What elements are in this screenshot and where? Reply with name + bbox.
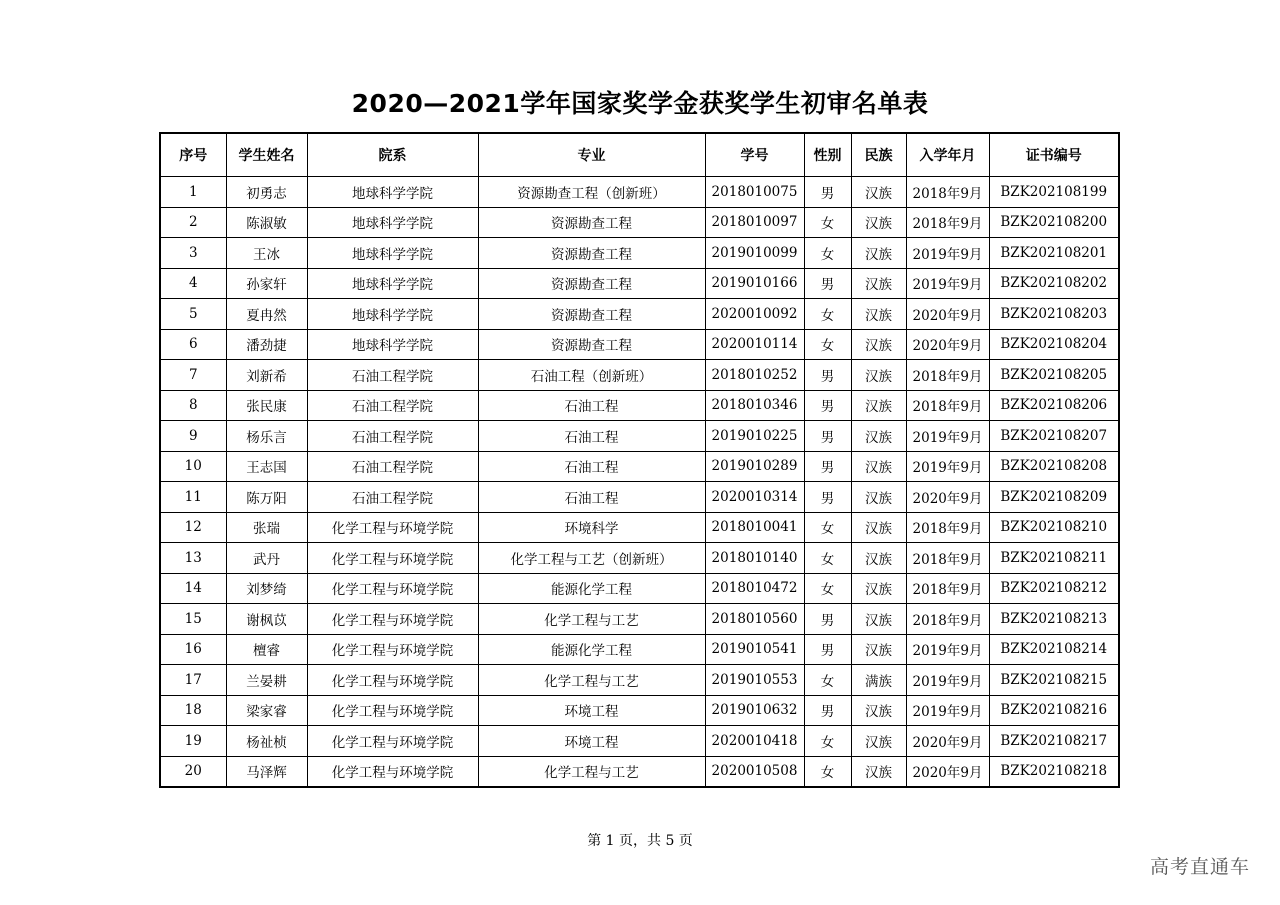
- cell-department: 化学工程与环境学院: [307, 512, 478, 543]
- cell-student-id: 2019010632: [705, 695, 804, 726]
- header-row: [160, 133, 1119, 177]
- cell-index: 4: [160, 268, 226, 299]
- cell-department: 化学工程与环境学院: [307, 543, 478, 574]
- cell-ethnicity: 满族: [851, 665, 906, 696]
- cell-student-name: 檀睿: [226, 634, 307, 665]
- page-title: 2020—2021学年国家奖学金获奖学生初审名单表: [351, 89, 929, 118]
- cell-department: 化学工程与环境学院: [307, 634, 478, 665]
- cell-certificate-number: BZK202108207: [989, 421, 1119, 452]
- cell-certificate-number: BZK202108209: [989, 482, 1119, 513]
- cell-gender: 女: [804, 207, 851, 238]
- cell-index: 2: [160, 207, 226, 238]
- cell-ethnicity: 汉族: [851, 695, 906, 726]
- cell-certificate-number: BZK202108210: [989, 512, 1119, 543]
- cell-major: 资源勘查工程: [478, 207, 705, 238]
- cell-index: 3: [160, 238, 226, 269]
- cell-student-name: 兰晏耕: [226, 665, 307, 696]
- cell-student-name: 杨祉桢: [226, 726, 307, 757]
- cell-department: 地球科学学院: [307, 299, 478, 330]
- header-student-name: 学生姓名: [226, 133, 307, 177]
- cell-index: 11: [160, 482, 226, 513]
- cell-enrollment-date: 2019年9月: [906, 421, 989, 452]
- cell-index: 13: [160, 543, 226, 574]
- cell-ethnicity: 汉族: [851, 573, 906, 604]
- header-certificate-number: 证书编号: [989, 133, 1119, 177]
- cell-gender: 女: [804, 726, 851, 757]
- cell-ethnicity: 汉族: [851, 756, 906, 787]
- cell-enrollment-date: 2018年9月: [906, 573, 989, 604]
- cell-gender: 女: [804, 329, 851, 360]
- cell-certificate-number: BZK202108216: [989, 695, 1119, 726]
- cell-department: 地球科学学院: [307, 238, 478, 269]
- cell-student-id: 2019010166: [705, 268, 804, 299]
- cell-student-name: 初勇志: [226, 177, 307, 208]
- cell-department: 地球科学学院: [307, 268, 478, 299]
- cell-certificate-number: BZK202108211: [989, 543, 1119, 574]
- cell-student-name: 梁家睿: [226, 695, 307, 726]
- cell-student-name: 潘劲捷: [226, 329, 307, 360]
- cell-enrollment-date: 2019年9月: [906, 451, 989, 482]
- cell-certificate-number: BZK202108214: [989, 634, 1119, 665]
- cell-index: 9: [160, 421, 226, 452]
- cell-ethnicity: 汉族: [851, 177, 906, 208]
- cell-certificate-number: BZK202108215: [989, 665, 1119, 696]
- cell-gender: 男: [804, 634, 851, 665]
- table-row: [160, 665, 1119, 696]
- table-row: [160, 390, 1119, 421]
- cell-student-id: 2018010560: [705, 604, 804, 635]
- cell-certificate-number: BZK202108203: [989, 299, 1119, 330]
- watermark: 高考直通车: [1149, 856, 1250, 878]
- cell-student-id: 2019010289: [705, 451, 804, 482]
- table-row: [160, 482, 1119, 513]
- cell-gender: 男: [804, 451, 851, 482]
- cell-major: 能源化学工程: [478, 573, 705, 604]
- table-row: [160, 299, 1119, 330]
- cell-student-id: 2020010418: [705, 726, 804, 757]
- table-row: [160, 695, 1119, 726]
- cell-gender: 女: [804, 512, 851, 543]
- header-student-id: 学号: [705, 133, 804, 177]
- cell-enrollment-date: 2020年9月: [906, 756, 989, 787]
- cell-gender: 男: [804, 177, 851, 208]
- cell-enrollment-date: 2018年9月: [906, 390, 989, 421]
- header-gender: 性别: [804, 133, 851, 177]
- cell-major: 环境工程: [478, 695, 705, 726]
- cell-certificate-number: BZK202108208: [989, 451, 1119, 482]
- cell-department: 化学工程与环境学院: [307, 604, 478, 635]
- table-row: [160, 421, 1119, 452]
- cell-ethnicity: 汉族: [851, 268, 906, 299]
- cell-certificate-number: BZK202108202: [989, 268, 1119, 299]
- cell-gender: 女: [804, 299, 851, 330]
- cell-major: 资源勘查工程（创新班）: [478, 177, 705, 208]
- cell-student-id: 2020010092: [705, 299, 804, 330]
- cell-index: 15: [160, 604, 226, 635]
- table-row: [160, 207, 1119, 238]
- cell-student-id: 2018010075: [705, 177, 804, 208]
- cell-gender: 男: [804, 604, 851, 635]
- cell-student-name: 陈万阳: [226, 482, 307, 513]
- cell-certificate-number: BZK202108217: [989, 726, 1119, 757]
- cell-ethnicity: 汉族: [851, 207, 906, 238]
- cell-major: 能源化学工程: [478, 634, 705, 665]
- cell-student-id: 2020010508: [705, 756, 804, 787]
- cell-major: 石油工程: [478, 421, 705, 452]
- cell-certificate-number: BZK202108206: [989, 390, 1119, 421]
- cell-department: 石油工程学院: [307, 482, 478, 513]
- header-department: 院系: [307, 133, 478, 177]
- cell-ethnicity: 汉族: [851, 390, 906, 421]
- table-row: [160, 573, 1119, 604]
- cell-major: 石油工程: [478, 482, 705, 513]
- cell-student-name: 张瑞: [226, 512, 307, 543]
- cell-certificate-number: BZK202108205: [989, 360, 1119, 391]
- cell-certificate-number: BZK202108204: [989, 329, 1119, 360]
- cell-index: 20: [160, 756, 226, 787]
- header-ethnicity: 民族: [851, 133, 906, 177]
- table-row: [160, 604, 1119, 635]
- cell-department: 石油工程学院: [307, 421, 478, 452]
- cell-student-name: 王冰: [226, 238, 307, 269]
- cell-major: 环境科学: [478, 512, 705, 543]
- cell-gender: 女: [804, 543, 851, 574]
- cell-enrollment-date: 2018年9月: [906, 512, 989, 543]
- cell-enrollment-date: 2020年9月: [906, 329, 989, 360]
- cell-student-name: 谢枫苡: [226, 604, 307, 635]
- cell-ethnicity: 汉族: [851, 421, 906, 452]
- table-row: [160, 726, 1119, 757]
- cell-student-name: 王志国: [226, 451, 307, 482]
- table-row: [160, 512, 1119, 543]
- cell-ethnicity: 汉族: [851, 329, 906, 360]
- cell-certificate-number: BZK202108213: [989, 604, 1119, 635]
- cell-student-id: 2018010252: [705, 360, 804, 391]
- cell-student-id: 2019010553: [705, 665, 804, 696]
- cell-major: 化学工程与工艺: [478, 756, 705, 787]
- cell-department: 石油工程学院: [307, 451, 478, 482]
- cell-enrollment-date: 2019年9月: [906, 695, 989, 726]
- cell-enrollment-date: 2018年9月: [906, 543, 989, 574]
- cell-ethnicity: 汉族: [851, 360, 906, 391]
- cell-certificate-number: BZK202108212: [989, 573, 1119, 604]
- cell-certificate-number: BZK202108218: [989, 756, 1119, 787]
- cell-enrollment-date: 2020年9月: [906, 482, 989, 513]
- cell-gender: 男: [804, 360, 851, 391]
- cell-major: 化学工程与工艺: [478, 604, 705, 635]
- cell-department: 地球科学学院: [307, 207, 478, 238]
- cell-enrollment-date: 2019年9月: [906, 634, 989, 665]
- cell-student-id: 2018010472: [705, 573, 804, 604]
- cell-student-id: 2019010099: [705, 238, 804, 269]
- header-major: 专业: [478, 133, 705, 177]
- cell-student-id: 2018010140: [705, 543, 804, 574]
- cell-student-name: 夏冉然: [226, 299, 307, 330]
- cell-enrollment-date: 2020年9月: [906, 726, 989, 757]
- cell-index: 8: [160, 390, 226, 421]
- cell-index: 12: [160, 512, 226, 543]
- cell-ethnicity: 汉族: [851, 634, 906, 665]
- cell-certificate-number: BZK202108200: [989, 207, 1119, 238]
- cell-student-name: 刘新希: [226, 360, 307, 391]
- cell-enrollment-date: 2019年9月: [906, 268, 989, 299]
- cell-index: 16: [160, 634, 226, 665]
- cell-ethnicity: 汉族: [851, 604, 906, 635]
- cell-student-id: 2019010541: [705, 634, 804, 665]
- cell-ethnicity: 汉族: [851, 726, 906, 757]
- cell-gender: 女: [804, 238, 851, 269]
- cell-major: 资源勘查工程: [478, 299, 705, 330]
- cell-student-name: 武丹: [226, 543, 307, 574]
- cell-index: 14: [160, 573, 226, 604]
- cell-ethnicity: 汉族: [851, 482, 906, 513]
- cell-major: 石油工程（创新班）: [478, 360, 705, 391]
- cell-student-name: 陈淑敏: [226, 207, 307, 238]
- cell-index: 10: [160, 451, 226, 482]
- cell-ethnicity: 汉族: [851, 299, 906, 330]
- cell-department: 化学工程与环境学院: [307, 695, 478, 726]
- cell-certificate-number: BZK202108201: [989, 238, 1119, 269]
- cell-enrollment-date: 2019年9月: [906, 665, 989, 696]
- cell-department: 石油工程学院: [307, 390, 478, 421]
- cell-major: 环境工程: [478, 726, 705, 757]
- cell-certificate-number: BZK202108199: [989, 177, 1119, 208]
- cell-enrollment-date: 2020年9月: [906, 299, 989, 330]
- cell-major: 化学工程与工艺（创新班）: [478, 543, 705, 574]
- table-header: [160, 133, 1119, 177]
- cell-gender: 男: [804, 390, 851, 421]
- cell-enrollment-date: 2018年9月: [906, 177, 989, 208]
- table-row: [160, 177, 1119, 208]
- table-body: [160, 177, 1119, 788]
- cell-gender: 男: [804, 695, 851, 726]
- cell-index: 18: [160, 695, 226, 726]
- cell-ethnicity: 汉族: [851, 512, 906, 543]
- table-row: [160, 451, 1119, 482]
- cell-index: 7: [160, 360, 226, 391]
- cell-department: 化学工程与环境学院: [307, 726, 478, 757]
- cell-student-id: 2018010097: [705, 207, 804, 238]
- cell-student-name: 刘梦绮: [226, 573, 307, 604]
- cell-index: 6: [160, 329, 226, 360]
- cell-student-name: 马泽辉: [226, 756, 307, 787]
- cell-index: 17: [160, 665, 226, 696]
- cell-ethnicity: 汉族: [851, 238, 906, 269]
- cell-department: 化学工程与环境学院: [307, 756, 478, 787]
- table-row: [160, 543, 1119, 574]
- cell-major: 石油工程: [478, 390, 705, 421]
- scholarship-roster-table: [159, 132, 1120, 788]
- cell-gender: 女: [804, 573, 851, 604]
- cell-gender: 男: [804, 268, 851, 299]
- cell-gender: 女: [804, 756, 851, 787]
- cell-ethnicity: 汉族: [851, 543, 906, 574]
- cell-gender: 男: [804, 482, 851, 513]
- table-row: [160, 329, 1119, 360]
- cell-major: 石油工程: [478, 451, 705, 482]
- cell-student-id: 2020010114: [705, 329, 804, 360]
- cell-student-id: 2018010346: [705, 390, 804, 421]
- cell-ethnicity: 汉族: [851, 451, 906, 482]
- cell-student-name: 孙家轩: [226, 268, 307, 299]
- cell-index: 1: [160, 177, 226, 208]
- cell-enrollment-date: 2018年9月: [906, 207, 989, 238]
- cell-gender: 女: [804, 665, 851, 696]
- table-row: [160, 360, 1119, 391]
- cell-enrollment-date: 2018年9月: [906, 604, 989, 635]
- cell-student-id: 2018010041: [705, 512, 804, 543]
- cell-department: 地球科学学院: [307, 177, 478, 208]
- cell-student-id: 2020010314: [705, 482, 804, 513]
- cell-department: 化学工程与环境学院: [307, 665, 478, 696]
- cell-major: 化学工程与工艺: [478, 665, 705, 696]
- cell-index: 5: [160, 299, 226, 330]
- page-footer: 第 1 页，共 5 页: [587, 833, 693, 849]
- cell-student-name: 杨乐言: [226, 421, 307, 452]
- cell-department: 地球科学学院: [307, 329, 478, 360]
- table-row: [160, 634, 1119, 665]
- cell-department: 化学工程与环境学院: [307, 573, 478, 604]
- table-row: [160, 756, 1119, 787]
- cell-major: 资源勘查工程: [478, 238, 705, 269]
- cell-student-name: 张民康: [226, 390, 307, 421]
- cell-enrollment-date: 2019年9月: [906, 238, 989, 269]
- cell-index: 19: [160, 726, 226, 757]
- cell-department: 石油工程学院: [307, 360, 478, 391]
- cell-major: 资源勘查工程: [478, 329, 705, 360]
- header-index: 序号: [160, 133, 226, 177]
- cell-gender: 男: [804, 421, 851, 452]
- table-row: [160, 268, 1119, 299]
- cell-enrollment-date: 2018年9月: [906, 360, 989, 391]
- cell-student-id: 2019010225: [705, 421, 804, 452]
- cell-major: 资源勘查工程: [478, 268, 705, 299]
- table-row: [160, 238, 1119, 269]
- header-enrollment-date: 入学年月: [906, 133, 989, 177]
